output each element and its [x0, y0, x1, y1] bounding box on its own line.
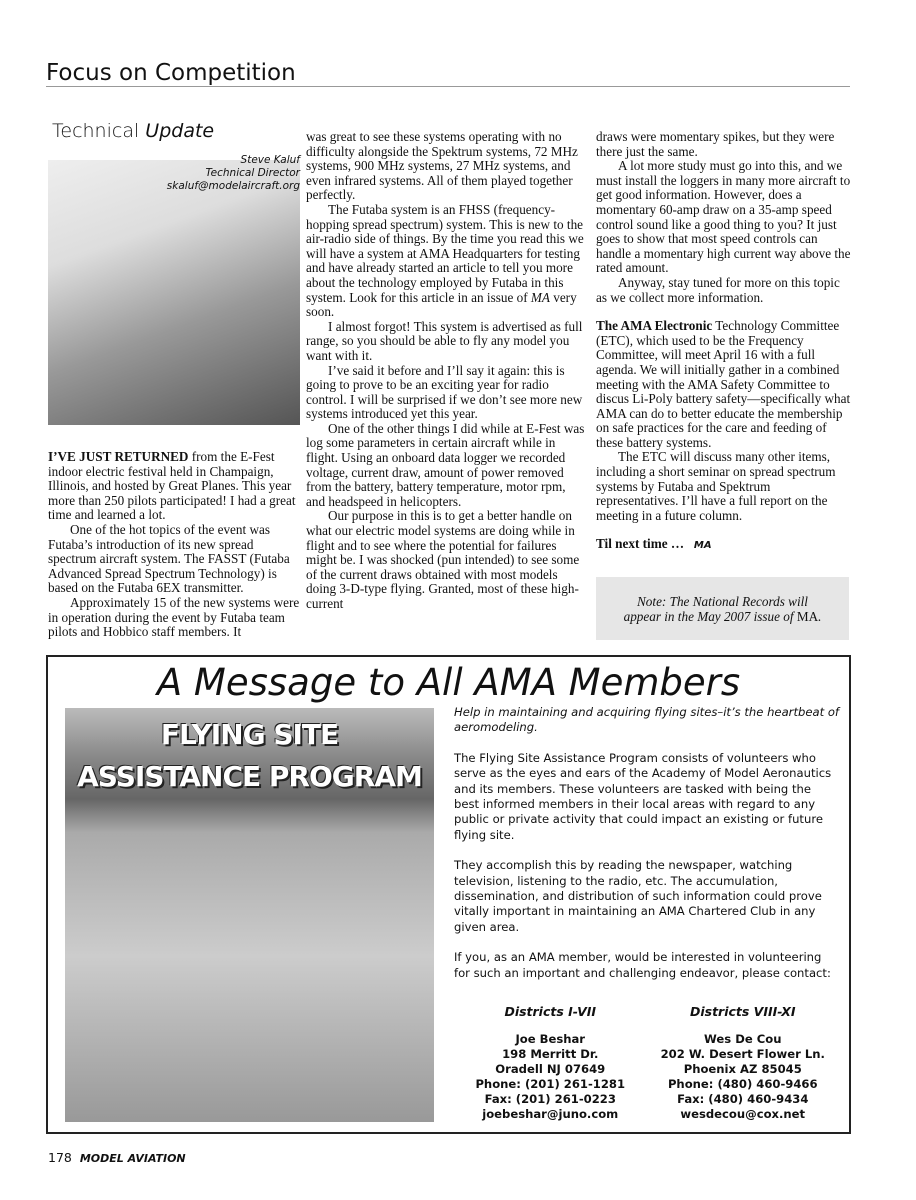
text: The Futaba system is an FHSS (frequency-hopping spread spectrum) system. This is new to the air-radio side of things. By the time you read this we will have a system at AMA Headquarters for testing and have already started an article to tell you more about the technology employed by Futaba in this system. Look for this article in an issue of	[306, 201, 584, 305]
paragraph: One of the other things I did while at E-Fest was log some parameters in certain aircraft while in flight. Using an onboard data logger we recorded voltage, current draw, amount of power removed from the battery, battery temperature, motor rpm, and headspeed in helicopters.	[306, 420, 585, 509]
contact-fax: Fax: (201) 261-0223	[484, 1092, 616, 1106]
contact-email: wesdecou@cox.net	[680, 1107, 806, 1121]
lead-paragraph	[48, 450, 302, 523]
note-line: Note: The National Records will	[637, 593, 808, 609]
section-header: Focus on Competition	[46, 60, 296, 86]
paragraph: A lot more study must go into this, and we must install the loggers in many more aircraft to get good information. However, does a momentary 60-amp draw on a 35-amp speed control sound like a good thing to you? It just goes to show that most speed controls can handle a momentary high current way above the rated amount.	[596, 158, 851, 276]
page-footer	[48, 1150, 186, 1165]
ad-text	[454, 705, 839, 996]
ad-intro: Help in maintaining and acquiring flying sites–it’s the heartbeat of aeromodeling.	[454, 705, 839, 735]
author-email: skaluf@modelaircraft.org	[166, 180, 300, 192]
text: MA	[796, 608, 819, 624]
text: appear in the May 2007 issue of	[623, 608, 797, 624]
contacts	[454, 1004, 839, 1122]
paragraph: Our purpose in this is to get a better handle on what our electric model systems are doing while in flight and to see where the potential for failures might be. I was shocked (pun intended) to see some of the current draws obtained with most models doing 3-D-type flying. Granted, most of these high-current	[306, 508, 580, 611]
paragraph: draws were momentary spikes, but they were there just the same.	[596, 129, 835, 159]
header-rule	[46, 86, 850, 87]
paragraph: Approximately 15 of the new systems were in operation during the event by Futaba team pilots and Hobbico staff members. It	[48, 594, 300, 640]
lead-bold: I’VE JUST RETURNED	[48, 449, 189, 464]
contact-districts-8-11	[647, 1004, 840, 1122]
paragraph: Anyway, stay tuned for more on this topic as we collect more information.	[596, 274, 840, 305]
author-title: Technical Director	[205, 167, 300, 179]
signoff	[596, 537, 852, 554]
contact-address: 198 Merritt Dr.	[502, 1047, 599, 1061]
ad-title: A Message to All AMA Members	[156, 661, 741, 704]
text-italic: MA	[530, 289, 550, 305]
photo-caption-line: FLYING SITE	[160, 718, 339, 751]
lead-text: from the E-Fest indoor electric festival held in Champaign, Illinois, and hosted by Great Planes. This year more than 250 pilots participated! I had a great time and learned a lot.	[48, 449, 296, 523]
paragraph: If you, as an AMA member, would be interested in volunteering for such an important and challenging endeavor, please contact:	[454, 950, 831, 980]
contact-address: 202 W. Desert Flower Ln.	[660, 1047, 825, 1061]
title-italic: Update	[145, 120, 215, 142]
contact-city: Phoenix AZ 85045	[683, 1062, 802, 1076]
paragraph	[596, 319, 852, 450]
ad-photo	[65, 708, 434, 1122]
contact-city: Oradell NJ 07649	[495, 1062, 606, 1076]
contact-districts-1-7	[454, 1004, 647, 1122]
contact-heading: Districts I-VII	[504, 1004, 597, 1019]
paragraph: I almost forgot! This system is advertised as full range, so you should be able to fly any model you want with it.	[306, 318, 583, 363]
paragraph: The Flying Site Assistance Program consists of volunteers who serve as the eyes and ears of the Academy of Model Aeronautics and its members. These volunteers are tasked with being the best informed members in their local areas with regard to any public or private activity that could impact an existing or future flying site.	[454, 750, 832, 842]
column-1	[48, 450, 302, 640]
contact-fax: Fax: (480) 460-9434	[677, 1092, 809, 1106]
column-3	[596, 130, 852, 554]
contact-phone: Phone: (480) 460-9466	[667, 1077, 818, 1091]
title-regular: Technical	[52, 120, 146, 142]
photo-caption-line: ASSISTANCE PROGRAM	[77, 760, 422, 793]
ama-message-ad	[46, 655, 851, 1134]
column-title	[52, 120, 214, 142]
note-line	[596, 609, 849, 624]
text: very soon.	[306, 289, 577, 320]
paragraph: I’ve said it before and I’ll say it again: this is going to prove to be an exciting year for radio control. I will be surprised if we don’t see more new systems introduced yet this year.	[306, 362, 583, 422]
paragraph: They accomplish this by reading the newspaper, watching television, listening to the radio, etc. The accumulation, dissemination, and distribution of such information could prove vitally important in maintaining an AMA Chartered Club in any given area.	[454, 858, 822, 934]
ma-end-mark: MA	[693, 540, 712, 552]
contact-phone: Phone: (201) 261-1281	[475, 1077, 626, 1091]
paragraph: The ETC will discuss many other items, including a short seminar on spread spectrum systems by Futaba and Spektrum representatives. I’ll have a full report on the meeting in a future column.	[596, 449, 836, 523]
contact-name: Joe Beshar	[515, 1032, 586, 1046]
contact-email: joebeshar@juno.com	[482, 1107, 619, 1121]
contact-name: Wes De Cou	[704, 1032, 782, 1046]
paragraph	[306, 203, 586, 320]
author-photo	[48, 160, 300, 425]
etc-bold: The AMA Electronic	[596, 318, 713, 334]
contact-heading: Districts VIII-XI	[689, 1004, 796, 1019]
column-2	[306, 130, 586, 612]
byline	[150, 154, 300, 193]
paragraph: One of the hot topics of the event was Futaba’s introduction of its new spread spectrum aircraft system. The FASST (Futaba Advanced Spread Spectrum Technology) is based on the Futaba 6EX transmitter.	[48, 521, 290, 596]
page-number: 178	[48, 1150, 72, 1165]
text: .	[818, 608, 822, 624]
signoff-text: Til next time …	[596, 536, 685, 552]
author-name: Steve Kaluf	[240, 154, 300, 166]
paragraph: was great to see these systems operating with no difficulty alongside the Spektrum systems, 72 MHz systems, 900 MHz systems, 27 MHz systems, and even infrared systems. All of them played together perfectly.	[306, 129, 578, 203]
magazine-name: MODEL AVIATION	[79, 1152, 186, 1165]
text: Technology Committee (ETC), which used to be the Frequency Committee, will meet April 16 with a full agenda. We will initially gather in a combined meeting with the AMA Safety Committee to discus Li-Poly battery safety—specifically what AMA can do to better educate the membership on safe practices for the care and feeding of these battery systems.	[596, 318, 851, 450]
note-box	[596, 577, 849, 640]
